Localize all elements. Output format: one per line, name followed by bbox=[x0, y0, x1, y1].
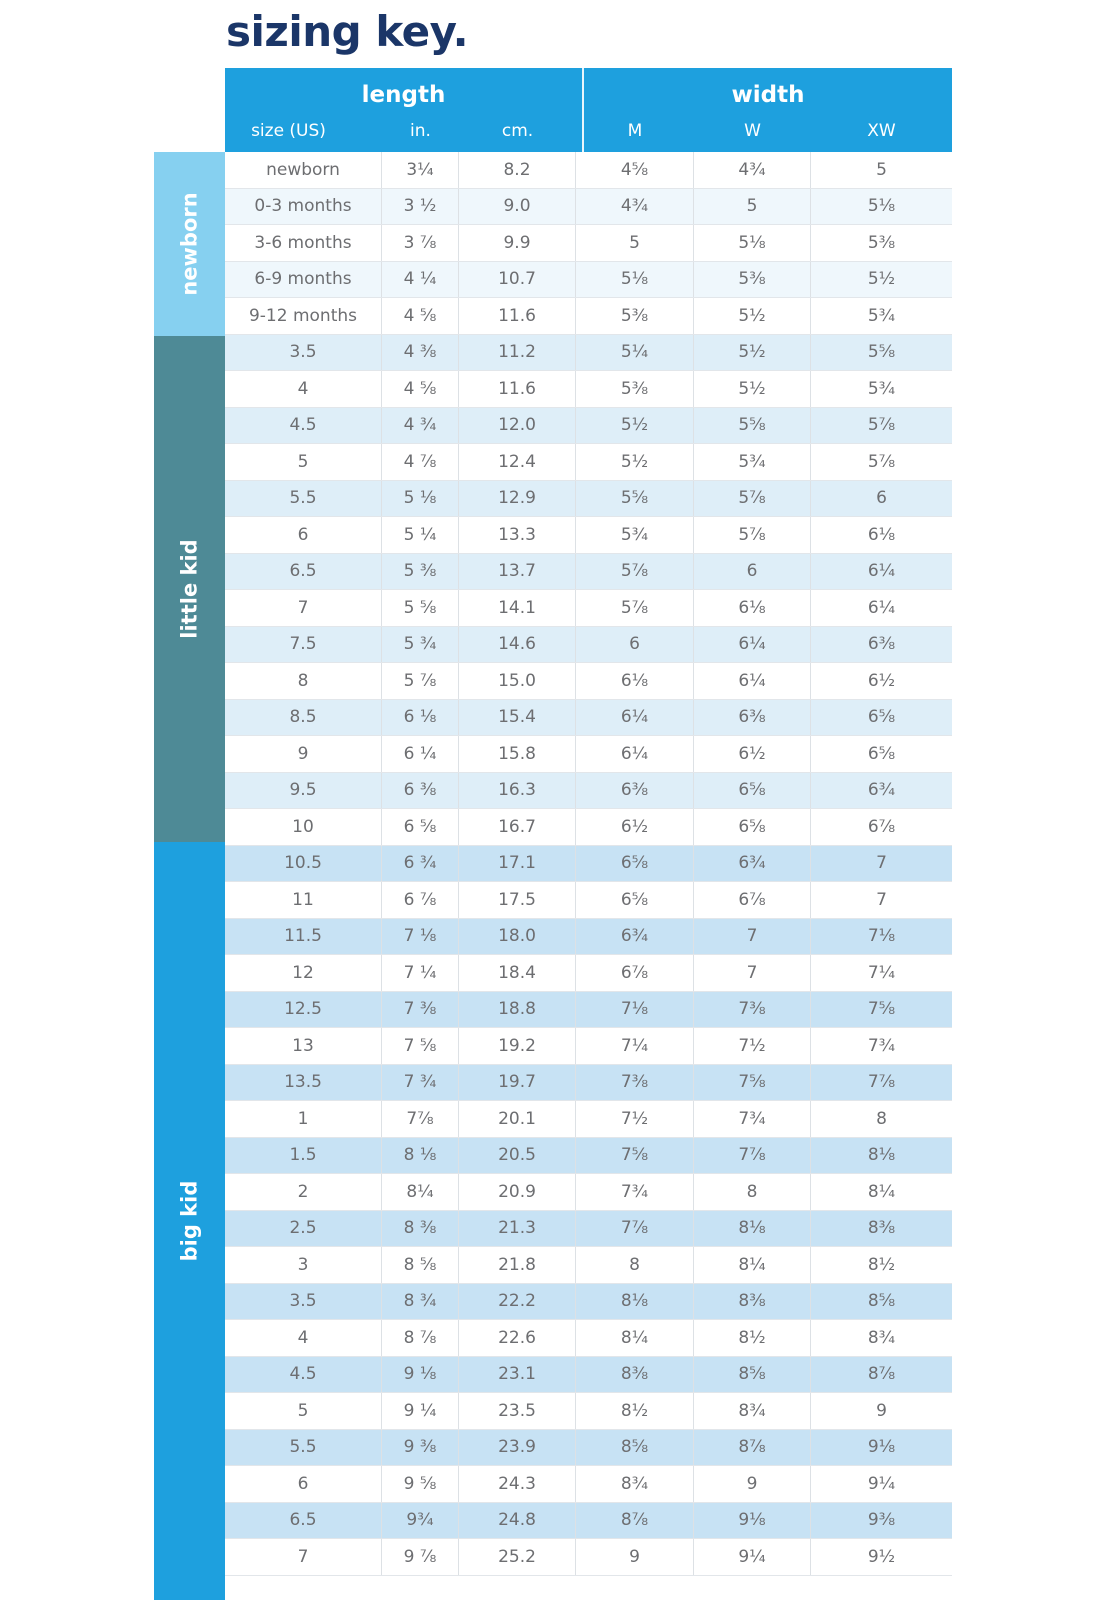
cell-width-m: 7⅞ bbox=[576, 1211, 694, 1247]
cell-width-xw: 7¼ bbox=[867, 962, 896, 983]
table-row bbox=[225, 262, 952, 299]
col-header-inches: in. bbox=[410, 121, 431, 141]
cell-width-xw: 6⅞ bbox=[867, 816, 896, 837]
cell-width-m: 5⅜ bbox=[576, 298, 694, 334]
cell-size: 6 bbox=[225, 517, 382, 553]
table-row bbox=[225, 1101, 952, 1138]
cell-width-m: 5⅛ bbox=[576, 262, 694, 298]
cell-size: 12 bbox=[225, 955, 382, 991]
cell-cm: 18.8 bbox=[459, 992, 576, 1028]
cell-width-w: 5¾ bbox=[694, 444, 811, 480]
cell-cm: 17.1 bbox=[459, 846, 576, 882]
cell-size: 9-12 months bbox=[225, 298, 382, 334]
cell-width-xw: 6¼ bbox=[867, 597, 896, 618]
cell-width-w: 6¼ bbox=[694, 663, 811, 699]
cell-inches: 8 ⅜ bbox=[382, 1211, 459, 1247]
cell-width-w: 6⅞ bbox=[694, 882, 811, 918]
cell-cm: 20.5 bbox=[459, 1138, 576, 1174]
cell-width-xw: 9¼ bbox=[867, 1473, 896, 1494]
cell-inches: 9 ⅝ bbox=[382, 1466, 459, 1502]
table-row bbox=[225, 517, 952, 554]
cell-width-w: 7⅞ bbox=[694, 1138, 811, 1174]
table-row bbox=[225, 1539, 952, 1576]
newborn-band bbox=[154, 152, 225, 336]
width-header: width bbox=[731, 82, 805, 108]
table-row bbox=[225, 1466, 952, 1503]
table-row bbox=[225, 335, 952, 372]
cell-width-w: 8½ bbox=[694, 1320, 811, 1356]
table-row bbox=[225, 225, 952, 262]
cell-width-xw: 8⅞ bbox=[867, 1364, 896, 1385]
cell-size: 1.5 bbox=[225, 1138, 382, 1174]
cell-width-xw: 6⅜ bbox=[867, 634, 896, 655]
cell-inches: 9¾ bbox=[382, 1503, 459, 1539]
cell-inches: 8¼ bbox=[382, 1174, 459, 1210]
cell-cm: 11.6 bbox=[459, 371, 576, 407]
table-row bbox=[225, 1247, 952, 1284]
cell-inches: 6 ¾ bbox=[382, 846, 459, 882]
cell-width-m: 6¼ bbox=[576, 736, 694, 772]
cell-size: 12.5 bbox=[225, 992, 382, 1028]
cell-width-w: 6⅝ bbox=[694, 773, 811, 809]
cell-width-w: 8⅛ bbox=[694, 1211, 811, 1247]
cell-cm: 21.3 bbox=[459, 1211, 576, 1247]
cell-width-m: 6⅝ bbox=[576, 846, 694, 882]
cell-width-xw: 6¼ bbox=[867, 561, 896, 582]
cell-size: 4.5 bbox=[225, 408, 382, 444]
cell-inches: 9 ⅛ bbox=[382, 1357, 459, 1393]
cell-width-w: 9¼ bbox=[694, 1539, 811, 1575]
cell-width-xw: 6⅝ bbox=[867, 743, 896, 764]
cell-inches: 7 ⅛ bbox=[382, 919, 459, 955]
cell-width-m: 7¾ bbox=[576, 1174, 694, 1210]
cell-width-xw: 5 bbox=[876, 159, 887, 180]
cell-cm: 17.5 bbox=[459, 882, 576, 918]
cell-inches: 6 ⅜ bbox=[382, 773, 459, 809]
cell-width-w: 5⅞ bbox=[694, 481, 811, 517]
cell-width-m: 6⅝ bbox=[576, 882, 694, 918]
cell-width-m: 8¾ bbox=[576, 1466, 694, 1502]
cell-width-xw: 5⅞ bbox=[867, 415, 896, 436]
cell-inches: 6 ⅞ bbox=[382, 882, 459, 918]
table-row bbox=[225, 1430, 952, 1467]
table-row bbox=[225, 773, 952, 810]
table-row bbox=[225, 1174, 952, 1211]
cell-size: 9.5 bbox=[225, 773, 382, 809]
cell-cm: 14.6 bbox=[459, 627, 576, 663]
table-row bbox=[225, 700, 952, 737]
big-kid-band-label: big kid bbox=[177, 1180, 202, 1262]
table-row bbox=[225, 736, 952, 773]
cell-cm: 9.0 bbox=[459, 189, 576, 225]
cell-width-xw: 5¾ bbox=[867, 378, 896, 399]
cell-inches: 8 ⅞ bbox=[382, 1320, 459, 1356]
cell-width-xw: 5⅜ bbox=[867, 232, 896, 253]
cell-inches: 5 ⅝ bbox=[382, 590, 459, 626]
cell-cm: 12.9 bbox=[459, 481, 576, 517]
cell-cm: 20.9 bbox=[459, 1174, 576, 1210]
cell-size: 10.5 bbox=[225, 846, 382, 882]
table-body bbox=[225, 152, 952, 1576]
table-row bbox=[225, 1357, 952, 1394]
cell-inches: 3 ½ bbox=[382, 189, 459, 225]
table-row bbox=[225, 1320, 952, 1357]
cell-width-m: 5⅜ bbox=[576, 371, 694, 407]
cell-inches: 3¼ bbox=[382, 152, 459, 188]
cell-size: 1 bbox=[225, 1101, 382, 1137]
little-kid-band bbox=[154, 336, 225, 842]
cell-size: 7 bbox=[225, 590, 382, 626]
cell-width-w: 6 bbox=[694, 554, 811, 590]
cell-inches: 7 ¾ bbox=[382, 1065, 459, 1101]
cell-size: 7 bbox=[225, 1539, 382, 1575]
col-header-m: M bbox=[627, 121, 643, 141]
cell-cm: 22.2 bbox=[459, 1284, 576, 1320]
cell-size: 2 bbox=[225, 1174, 382, 1210]
cell-size: newborn bbox=[225, 152, 382, 188]
col-header-w: W bbox=[744, 121, 761, 141]
cell-cm: 11.6 bbox=[459, 298, 576, 334]
cell-size: 6.5 bbox=[225, 554, 382, 590]
cell-width-xw: 9⅜ bbox=[867, 1510, 896, 1531]
cell-width-xw: 8⅛ bbox=[867, 1145, 896, 1166]
cell-inches: 9 ¼ bbox=[382, 1393, 459, 1429]
cell-width-m: 5⅝ bbox=[576, 481, 694, 517]
newborn-band-label: newborn bbox=[177, 192, 202, 296]
cell-width-xw: 8 bbox=[876, 1108, 887, 1129]
cell-inches: 9 ⅞ bbox=[382, 1539, 459, 1575]
cell-width-w: 6½ bbox=[694, 736, 811, 772]
cell-width-xw: 7¾ bbox=[867, 1035, 896, 1056]
cell-cm: 19.2 bbox=[459, 1028, 576, 1064]
table-row bbox=[225, 408, 952, 445]
cell-width-xw: 5⅞ bbox=[867, 451, 896, 472]
cell-width-xw: 8⅜ bbox=[867, 1218, 896, 1239]
cell-width-xw: 5⅝ bbox=[867, 342, 896, 363]
cell-width-w: 8⅞ bbox=[694, 1430, 811, 1466]
cell-inches: 4 ⅝ bbox=[382, 371, 459, 407]
table-row bbox=[225, 1211, 952, 1248]
cell-width-w: 8¾ bbox=[694, 1393, 811, 1429]
cell-width-w: 8⅜ bbox=[694, 1284, 811, 1320]
table-row bbox=[225, 919, 952, 956]
cell-width-m: 5¾ bbox=[576, 517, 694, 553]
cell-width-w: 6¾ bbox=[694, 846, 811, 882]
cell-cm: 23.5 bbox=[459, 1393, 576, 1429]
cell-size: 6-9 months bbox=[225, 262, 382, 298]
cell-inches: 4 ⅝ bbox=[382, 298, 459, 334]
cell-width-m: 8⅜ bbox=[576, 1357, 694, 1393]
cell-width-m: 6⅞ bbox=[576, 955, 694, 991]
table-row bbox=[225, 809, 952, 846]
cell-size: 0-3 months bbox=[225, 189, 382, 225]
cell-width-xw: 6 bbox=[876, 488, 887, 509]
cell-cm: 11.2 bbox=[459, 335, 576, 371]
table-row bbox=[225, 152, 952, 189]
cell-size: 5.5 bbox=[225, 481, 382, 517]
cell-inches: 4 ¼ bbox=[382, 262, 459, 298]
cell-cm: 23.9 bbox=[459, 1430, 576, 1466]
big-kid-band bbox=[154, 842, 225, 1600]
cell-inches: 5 ¼ bbox=[382, 517, 459, 553]
col-header-size: size (US) bbox=[251, 121, 326, 141]
cell-width-m: 7½ bbox=[576, 1101, 694, 1137]
cell-size: 5 bbox=[225, 1393, 382, 1429]
cell-width-xw: 7⅛ bbox=[867, 926, 896, 947]
cell-width-xw: 9⅛ bbox=[867, 1437, 896, 1458]
cell-inches: 8 ¾ bbox=[382, 1284, 459, 1320]
cell-cm: 15.8 bbox=[459, 736, 576, 772]
cell-size: 13.5 bbox=[225, 1065, 382, 1101]
cell-cm: 22.6 bbox=[459, 1320, 576, 1356]
col-header-cm: cm. bbox=[501, 121, 534, 141]
cell-width-w: 9 bbox=[694, 1466, 811, 1502]
cell-width-xw: 8¼ bbox=[867, 1181, 896, 1202]
cell-width-m: 4¾ bbox=[576, 189, 694, 225]
cell-size: 4 bbox=[225, 1320, 382, 1356]
table-row bbox=[225, 590, 952, 627]
cell-inches: 7 ⅝ bbox=[382, 1028, 459, 1064]
cell-width-m: 8⅛ bbox=[576, 1284, 694, 1320]
cell-width-xw: 5⅛ bbox=[867, 196, 896, 217]
cell-cm: 13.7 bbox=[459, 554, 576, 590]
cell-width-m: 5 bbox=[576, 225, 694, 261]
cell-inches: 7 ⅜ bbox=[382, 992, 459, 1028]
cell-size: 2.5 bbox=[225, 1211, 382, 1247]
cell-width-m: 7⅛ bbox=[576, 992, 694, 1028]
cell-width-w: 5⅝ bbox=[694, 408, 811, 444]
cell-size: 5 bbox=[225, 444, 382, 480]
cell-width-w: 8⅝ bbox=[694, 1357, 811, 1393]
cell-width-xw: 7 bbox=[876, 853, 887, 874]
cell-width-w: 7⅜ bbox=[694, 992, 811, 1028]
cell-cm: 8.2 bbox=[459, 152, 576, 188]
cell-width-xw: 6⅛ bbox=[867, 524, 896, 545]
cell-cm: 12.4 bbox=[459, 444, 576, 480]
cell-inches: 9 ⅜ bbox=[382, 1430, 459, 1466]
table-row bbox=[225, 846, 952, 883]
cell-width-xw: 6¾ bbox=[867, 780, 896, 801]
cell-width-m: 8⅞ bbox=[576, 1503, 694, 1539]
cell-width-xw: 7⅞ bbox=[867, 1072, 896, 1093]
cell-cm: 9.9 bbox=[459, 225, 576, 261]
cell-width-w: 9⅛ bbox=[694, 1503, 811, 1539]
length-header: length bbox=[361, 82, 446, 108]
cell-width-w: 7 bbox=[694, 955, 811, 991]
cell-size: 10 bbox=[225, 809, 382, 845]
cell-width-w: 6¼ bbox=[694, 627, 811, 663]
cell-width-m: 7¼ bbox=[576, 1028, 694, 1064]
cell-inches: 3 ⅞ bbox=[382, 225, 459, 261]
cell-width-m: 9 bbox=[576, 1539, 694, 1575]
table-row bbox=[225, 955, 952, 992]
cell-width-m: 5½ bbox=[576, 408, 694, 444]
cell-width-w: 7½ bbox=[694, 1028, 811, 1064]
table-row bbox=[225, 371, 952, 408]
cell-inches: 8 ⅛ bbox=[382, 1138, 459, 1174]
cell-cm: 15.4 bbox=[459, 700, 576, 736]
cell-size: 6.5 bbox=[225, 1503, 382, 1539]
cell-width-xw: 5¾ bbox=[867, 305, 896, 326]
cell-size: 3-6 months bbox=[225, 225, 382, 261]
cell-inches: 7 ¼ bbox=[382, 955, 459, 991]
cell-width-xw: 6½ bbox=[867, 670, 896, 691]
table-row bbox=[225, 444, 952, 481]
cell-size: 9 bbox=[225, 736, 382, 772]
sizing-chart bbox=[154, 68, 952, 1600]
cell-width-xw: 7 bbox=[876, 889, 887, 910]
col-header-xw: XW bbox=[867, 121, 896, 141]
cell-inches: 6 ⅝ bbox=[382, 809, 459, 845]
cell-width-w: 5 bbox=[694, 189, 811, 225]
cell-width-m: 8⅝ bbox=[576, 1430, 694, 1466]
cell-size: 5.5 bbox=[225, 1430, 382, 1466]
table-row bbox=[225, 189, 952, 226]
cell-size: 7.5 bbox=[225, 627, 382, 663]
cell-cm: 24.3 bbox=[459, 1466, 576, 1502]
cell-inches: 4 ¾ bbox=[382, 408, 459, 444]
cell-cm: 18.0 bbox=[459, 919, 576, 955]
cell-width-xw: 9 bbox=[876, 1400, 887, 1421]
cell-width-m: 4⅝ bbox=[576, 152, 694, 188]
cell-size: 6 bbox=[225, 1466, 382, 1502]
cell-size: 4 bbox=[225, 371, 382, 407]
cell-width-w: 6⅜ bbox=[694, 700, 811, 736]
cell-width-m: 5⅞ bbox=[576, 590, 694, 626]
cell-width-w: 6⅝ bbox=[694, 809, 811, 845]
cell-cm: 12.0 bbox=[459, 408, 576, 444]
table-header bbox=[225, 68, 952, 152]
table-row bbox=[225, 1284, 952, 1321]
cell-size: 3.5 bbox=[225, 335, 382, 371]
cell-cm: 24.8 bbox=[459, 1503, 576, 1539]
little-kid-band-label: little kid bbox=[177, 539, 202, 639]
cell-inches: 4 ⅜ bbox=[382, 335, 459, 371]
cell-width-m: 7⅜ bbox=[576, 1065, 694, 1101]
cell-cm: 21.8 bbox=[459, 1247, 576, 1283]
cell-width-m: 6¾ bbox=[576, 919, 694, 955]
cell-width-m: 6⅜ bbox=[576, 773, 694, 809]
cell-cm: 16.3 bbox=[459, 773, 576, 809]
cell-size: 3.5 bbox=[225, 1284, 382, 1320]
table-row bbox=[225, 1138, 952, 1175]
table-row bbox=[225, 298, 952, 335]
cell-cm: 13.3 bbox=[459, 517, 576, 553]
table-row bbox=[225, 1393, 952, 1430]
cell-width-w: 5½ bbox=[694, 371, 811, 407]
table-row bbox=[225, 663, 952, 700]
cell-size: 11.5 bbox=[225, 919, 382, 955]
cell-width-xw: 9½ bbox=[867, 1546, 896, 1567]
cell-cm: 18.4 bbox=[459, 955, 576, 991]
cell-width-w: 5⅞ bbox=[694, 517, 811, 553]
cell-size: 4.5 bbox=[225, 1357, 382, 1393]
cell-width-xw: 8½ bbox=[867, 1254, 896, 1275]
cell-width-xw: 6⅝ bbox=[867, 707, 896, 728]
cell-inches: 5 ⅜ bbox=[382, 554, 459, 590]
cell-width-m: 6½ bbox=[576, 809, 694, 845]
cell-width-w: 5½ bbox=[694, 298, 811, 334]
table-row bbox=[225, 1028, 952, 1065]
cell-inches: 6 ¼ bbox=[382, 736, 459, 772]
cell-width-m: 5⅞ bbox=[576, 554, 694, 590]
table-row bbox=[225, 481, 952, 518]
cell-cm: 19.7 bbox=[459, 1065, 576, 1101]
cell-width-w: 5⅜ bbox=[694, 262, 811, 298]
cell-width-m: 8¼ bbox=[576, 1320, 694, 1356]
cell-width-m: 6¼ bbox=[576, 700, 694, 736]
cell-width-w: 8 bbox=[694, 1174, 811, 1210]
cell-inches: 6 ⅛ bbox=[382, 700, 459, 736]
table-row bbox=[225, 1503, 952, 1540]
cell-width-m: 6 bbox=[576, 627, 694, 663]
cell-width-m: 5½ bbox=[576, 444, 694, 480]
cell-size: 3 bbox=[225, 1247, 382, 1283]
cell-cm: 15.0 bbox=[459, 663, 576, 699]
cell-width-w: 5½ bbox=[694, 335, 811, 371]
cell-size: 8.5 bbox=[225, 700, 382, 736]
cell-width-w: 7⅝ bbox=[694, 1065, 811, 1101]
cell-size: 11 bbox=[225, 882, 382, 918]
cell-width-w: 4¾ bbox=[694, 152, 811, 188]
cell-size: 8 bbox=[225, 663, 382, 699]
cell-cm: 25.2 bbox=[459, 1539, 576, 1575]
cell-width-m: 6⅛ bbox=[576, 663, 694, 699]
table-row bbox=[225, 627, 952, 664]
table-row bbox=[225, 882, 952, 919]
cell-inches: 5 ¾ bbox=[382, 627, 459, 663]
cell-width-xw: 5½ bbox=[867, 269, 896, 290]
cell-cm: 23.1 bbox=[459, 1357, 576, 1393]
page-title: sizing key. bbox=[226, 7, 469, 56]
cell-width-m: 8 bbox=[576, 1247, 694, 1283]
cell-width-w: 7¾ bbox=[694, 1101, 811, 1137]
cell-cm: 20.1 bbox=[459, 1101, 576, 1137]
cell-inches: 5 ⅛ bbox=[382, 481, 459, 517]
cell-cm: 10.7 bbox=[459, 262, 576, 298]
cell-inches: 7⅞ bbox=[382, 1101, 459, 1137]
cell-inches: 4 ⅞ bbox=[382, 444, 459, 480]
cell-cm: 16.7 bbox=[459, 809, 576, 845]
cell-width-w: 6⅛ bbox=[694, 590, 811, 626]
cell-size: 13 bbox=[225, 1028, 382, 1064]
cell-width-xw: 8¾ bbox=[867, 1327, 896, 1348]
cell-width-xw: 8⅝ bbox=[867, 1291, 896, 1312]
table-row bbox=[225, 554, 952, 591]
cell-cm: 14.1 bbox=[459, 590, 576, 626]
table-row bbox=[225, 1065, 952, 1102]
cell-width-w: 8¼ bbox=[694, 1247, 811, 1283]
cell-width-m: 7⅝ bbox=[576, 1138, 694, 1174]
cell-inches: 5 ⅞ bbox=[382, 663, 459, 699]
cell-width-w: 5⅛ bbox=[694, 225, 811, 261]
cell-width-xw: 7⅝ bbox=[867, 999, 896, 1020]
cell-width-m: 5¼ bbox=[576, 335, 694, 371]
cell-width-m: 8½ bbox=[576, 1393, 694, 1429]
cell-inches: 8 ⅝ bbox=[382, 1247, 459, 1283]
table-row bbox=[225, 992, 952, 1029]
cell-width-w: 7 bbox=[694, 919, 811, 955]
